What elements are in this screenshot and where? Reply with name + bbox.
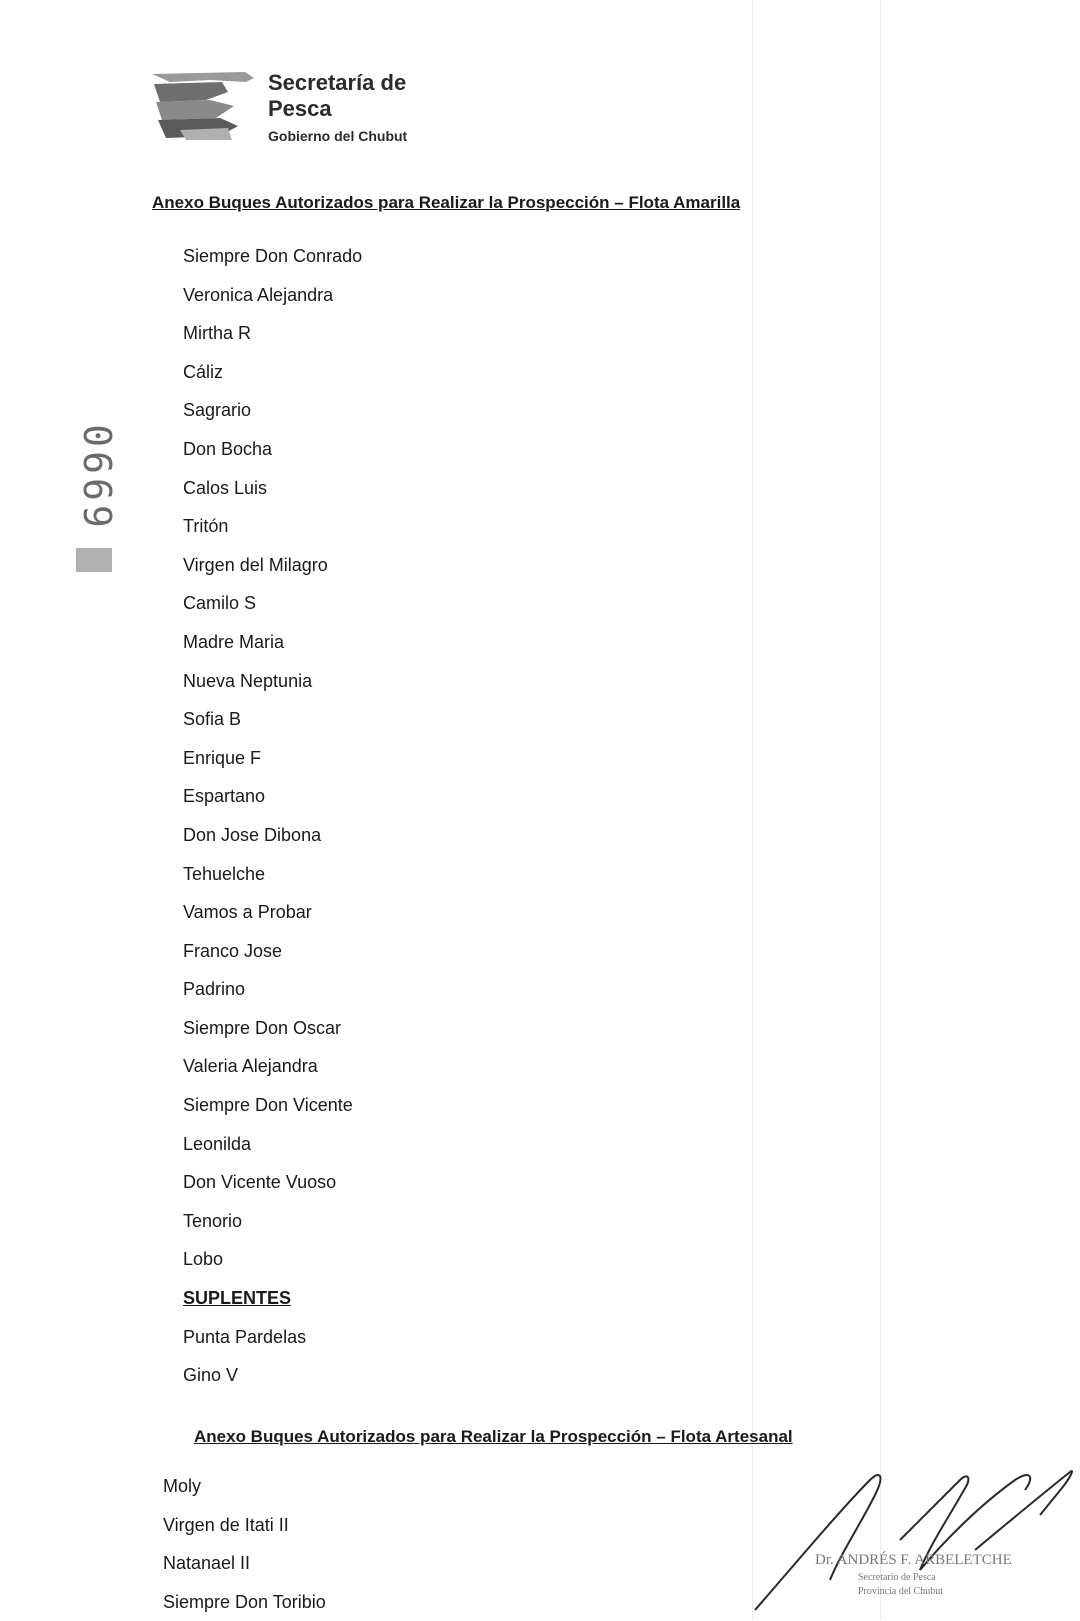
page-fold-line bbox=[880, 0, 881, 1620]
vessel-name: Leonilda bbox=[183, 1133, 252, 1154]
vessel-name: Madre Maria bbox=[183, 631, 285, 652]
vessel-name: Punta Pardelas bbox=[183, 1326, 307, 1347]
vessel-name: Franco Jose bbox=[183, 940, 283, 961]
signature-block bbox=[750, 1460, 1080, 1620]
vessel-name: Gino V bbox=[183, 1365, 239, 1386]
signer-role: Secretario de Pesca bbox=[858, 1572, 936, 1583]
signer-province: Provincia del Chubut bbox=[858, 1586, 943, 1597]
vessel-name: Sagrario bbox=[183, 400, 252, 421]
vessel-name: Nueva Neptunia bbox=[183, 670, 313, 691]
vessel-list-flota-amarilla bbox=[183, 237, 362, 1395]
vessel-name: Enrique F bbox=[183, 747, 262, 768]
vessel-name: Tehuelche bbox=[183, 863, 266, 884]
vessel-name: Virgen de Itati II bbox=[163, 1514, 289, 1535]
vessel-name: Don Vicente Vuoso bbox=[183, 1172, 337, 1193]
signer-name: Dr. ANDRÉS F. ARBELETCHE bbox=[815, 1552, 1012, 1568]
org-subtitle: Gobierno del Chubut bbox=[268, 128, 408, 144]
vessel-name: Espartano bbox=[183, 786, 266, 807]
vessel-name: Tenorio bbox=[183, 1210, 243, 1231]
vessel-name: Camilo S bbox=[183, 593, 257, 614]
vessel-name: Sofia B bbox=[183, 709, 242, 730]
org-title-line1: Secretaría de bbox=[268, 70, 407, 95]
section-heading-flota-amarilla: Anexo Buques Autorizados para Realizar la Prospección – Flota Amarilla bbox=[152, 193, 741, 212]
vessel-name: Don Jose Dibona bbox=[183, 824, 322, 845]
org-title-line2: Pesca bbox=[268, 96, 332, 121]
vessel-name: Tritón bbox=[183, 516, 229, 537]
stamp-number: 0669 bbox=[75, 424, 119, 532]
vessel-name: Siempre Don Oscar bbox=[183, 1017, 342, 1038]
vessel-name: Siempre Don Toribio bbox=[163, 1591, 326, 1612]
vessel-name: Natanael II bbox=[163, 1553, 251, 1574]
substitutes-label: SUPLENTES bbox=[183, 1288, 292, 1309]
vessel-name: Siempre Don Conrado bbox=[183, 246, 363, 266]
fish-logo-icon bbox=[150, 70, 260, 142]
vessel-name: Padrino bbox=[183, 979, 246, 1000]
page-fold-line bbox=[752, 0, 753, 1620]
vessel-name: Moly bbox=[163, 1476, 202, 1496]
vessel-list-flota-artesanal bbox=[163, 1467, 326, 1621]
stamp-mark bbox=[76, 548, 112, 572]
document-number-stamp bbox=[76, 388, 124, 598]
vessel-name: Vamos a Probar bbox=[183, 902, 312, 923]
vessel-name: Mirtha R bbox=[183, 323, 252, 344]
vessel-name: Lobo bbox=[183, 1249, 224, 1270]
vessel-name: Siempre Don Vicente bbox=[183, 1095, 353, 1116]
vessel-name: Valeria Alejandra bbox=[183, 1056, 318, 1077]
vessel-name: Virgen del Milagro bbox=[183, 554, 328, 575]
organization-logo bbox=[150, 70, 450, 150]
vessel-name: Don Bocha bbox=[183, 438, 273, 459]
vessel-name: Veronica Alejandra bbox=[183, 284, 334, 305]
vessel-name: Cáliz bbox=[183, 361, 224, 382]
section-heading-flota-artesanal: Anexo Buques Autorizados para Realizar la Prospección – Flota Artesanal bbox=[194, 1427, 793, 1446]
vessel-name: Calos Luis bbox=[183, 477, 268, 498]
